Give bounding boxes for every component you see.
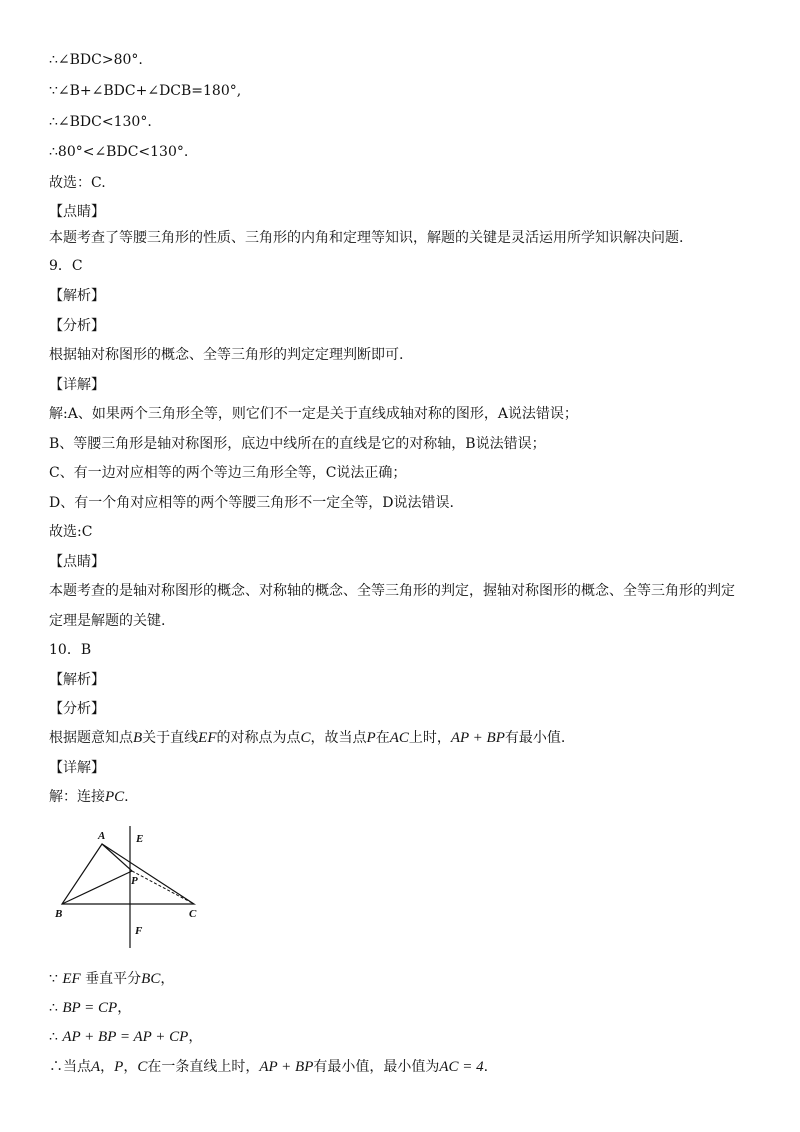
question-answer: 9．C [49,258,83,274]
section-heading: 【详解】 [49,377,105,393]
segment-ap [102,844,132,871]
label-c: C [189,908,197,920]
text-line: 故选：C. [49,175,106,191]
section-heading: 【解析】 [49,288,105,304]
text-line: ∴ AP + BP = AP + CP， [49,1029,203,1045]
text-line: B、等腰三角形是轴对称图形，底边中线所在的直线是它的对称轴，B说法错误； [49,436,546,452]
text-line: 本题考查了等腰三角形的性质、三角形的内角和定理等知识，解题的关键是灵活运用所学知识解决问题. [49,230,684,246]
text-line: 故选:C [49,524,93,540]
section-heading: 【分析】 [49,318,105,334]
section-heading: 【点睛】 [49,554,105,570]
text-line: ∴80°<∠BDC<130°. [49,144,189,160]
text-line: 定理是解题的关键. [49,613,166,629]
section-heading: 【详解】 [49,760,105,776]
text-line: ∵ EF 垂直平分BC， [49,971,175,987]
section-heading: 【分析】 [49,701,105,717]
text-line: 根据轴对称图形的概念、全等三角形的判定定理判断即可. [49,347,404,363]
label-a: A [98,830,106,842]
segment-pc-dashed [132,871,194,904]
section-heading: 【点睛】 [49,204,105,220]
text-line: 本题考查的是轴对称图形的概念、对称轴的概念、全等三角形的判定，握轴对称图形的概念、全等三角形的判定 [49,583,735,599]
label-p: P [131,875,138,887]
label-b: B [55,908,63,920]
text-line: D、有一个角对应相等的两个等腰三角形不一定全等，D说法错误. [49,495,454,511]
geometry-figure [52,826,212,951]
label-f: F [135,925,143,937]
question-answer: 10．B [49,642,92,658]
text-line: ∴ BP = CP， [49,1000,132,1016]
text-line: 解:A、如果两个三角形全等，则它们不一定是关于直线成轴对称的图形，A说法错误； [49,406,578,422]
text-line: 根据题意知点B关于直线EF的对称点为点C，故当点P在AC上时，AP + BP有最小值. [49,730,566,746]
text-line: ∴∠BDC>80°. [49,52,143,68]
text-line: C、有一边对应相等的两个等边三角形全等，C说法正确； [49,465,407,481]
section-heading: 【解析】 [49,672,105,688]
text-line: 解：连接PC. [49,789,129,805]
text-line: ∴∠BDC<130°. [49,114,152,130]
text-line: ∴当点A，P，C在一条直线上时，AP + BP有最小值，最小值为AC = 4. [49,1059,489,1075]
label-e: E [136,833,144,845]
text-line: ∵∠B+∠BDC+∠DCB=180°, [49,83,242,99]
